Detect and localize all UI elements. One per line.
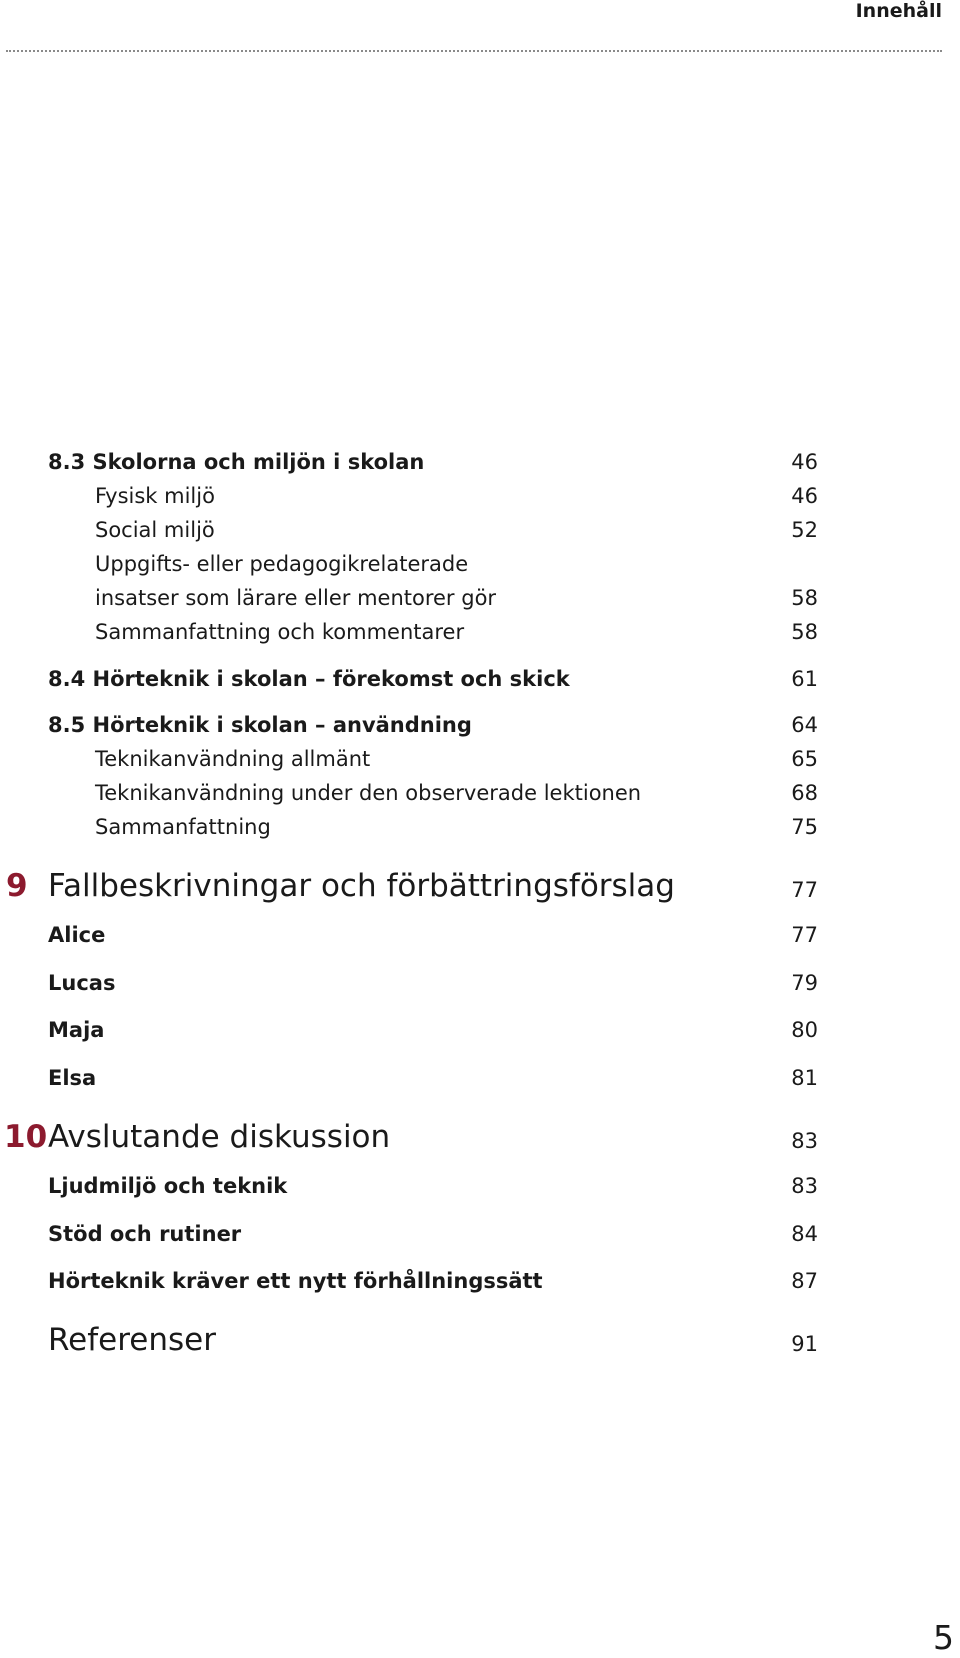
toc-entry-page: 84	[791, 1222, 818, 1246]
header-dotted-rule	[6, 50, 942, 52]
toc-entry-social-miljo[interactable]	[48, 513, 818, 547]
toc-entry-elsa[interactable]	[48, 1061, 818, 1095]
toc-chapter-label: Referenser	[48, 1322, 216, 1358]
toc-entry-ljudmiljo[interactable]	[48, 1169, 818, 1203]
toc-entry-fysisk-miljo[interactable]	[48, 479, 818, 513]
toc-entry-page: 91	[791, 1332, 818, 1356]
toc-entry-teknikanvandning-allmant[interactable]	[48, 742, 818, 776]
toc-entry-label: 8.4 Hörteknik i skolan – förekomst och skick	[48, 667, 570, 691]
toc-entry-page: 77	[791, 878, 818, 902]
toc-entry-lucas[interactable]	[48, 966, 818, 1000]
toc-chapter-10[interactable]	[48, 1120, 818, 1154]
toc-entry-label: Hörteknik kräver ett nytt förhållningssätt	[48, 1269, 543, 1293]
toc-entry-page: 87	[791, 1269, 818, 1293]
toc-entry-horteknik-forhallningssatt[interactable]	[48, 1264, 818, 1298]
toc-entry-label: insatser som lärare eller mentorer gör	[95, 586, 497, 610]
page-number: 5	[933, 1618, 954, 1657]
toc-entry-page: 81	[791, 1066, 818, 1090]
toc-entry-label: Teknikanvändning under den observerade lektionen	[95, 781, 642, 805]
toc-entry-label: Ljudmiljö och teknik	[48, 1174, 288, 1198]
chapter-number-10: 10	[4, 1119, 48, 1155]
toc-chapter-label: Fallbeskrivningar och förbättringsförslag	[48, 868, 675, 904]
toc-entry-page: 83	[791, 1129, 818, 1153]
toc-entry-label: Sammanfattning och kommentarer	[95, 620, 465, 644]
toc-entry-8-4[interactable]	[48, 662, 818, 696]
toc-entry-alice[interactable]	[48, 918, 818, 952]
toc-entry-label: Lucas	[48, 971, 116, 995]
toc-entry-page: 79	[791, 971, 818, 995]
toc-entry-label: Elsa	[48, 1066, 97, 1090]
toc-entry-label: Uppgifts- eller pedagogikrelaterade	[95, 552, 469, 576]
running-title: Innehåll	[855, 0, 942, 22]
toc-entry-8-5[interactable]	[48, 708, 818, 742]
toc-entry-page: 61	[791, 667, 818, 691]
toc-entry-page: 52	[791, 518, 818, 542]
toc-entry-label: Teknikanvändning allmänt	[95, 747, 371, 771]
toc-entry-page: 80	[791, 1018, 818, 1042]
toc-entry-label: 8.3 Skolorna och miljön i skolan	[48, 450, 425, 474]
toc-entry-label: Maja	[48, 1018, 105, 1042]
toc-entry-label: Social miljö	[95, 518, 215, 542]
toc-entry-uppgifts-line1[interactable]	[48, 547, 818, 581]
toc-entry-maja[interactable]	[48, 1013, 818, 1047]
toc-entry-8-3[interactable]	[48, 445, 818, 479]
toc-entry-label: 8.5 Hörteknik i skolan – användning	[48, 713, 472, 737]
toc-entry-sammanfattning-kommentarer[interactable]	[48, 615, 818, 649]
toc-entry-page: 65	[791, 747, 818, 771]
toc-entry-sammanfattning[interactable]	[48, 810, 818, 844]
toc-entry-uppgifts-line2[interactable]	[48, 581, 818, 615]
toc-entry-page: 68	[791, 781, 818, 805]
toc-chapter-referenser[interactable]	[48, 1323, 818, 1357]
toc-entry-teknikanvandning-lektionen[interactable]	[48, 776, 818, 810]
toc-entry-page: 58	[791, 586, 818, 610]
toc-chapter-9[interactable]	[48, 869, 818, 903]
toc-chapter-label: Avslutande diskussion	[48, 1119, 391, 1155]
toc-entry-page: 46	[791, 450, 818, 474]
chapter-number-9: 9	[6, 868, 28, 904]
toc-entry-page: 46	[791, 484, 818, 508]
toc-entry-page: 83	[791, 1174, 818, 1198]
toc-entry-stod-rutiner[interactable]	[48, 1217, 818, 1251]
toc-entry-page: 75	[791, 815, 818, 839]
toc-entry-label: Alice	[48, 923, 106, 947]
toc-entry-page: 58	[791, 620, 818, 644]
toc-entry-label: Fysisk miljö	[95, 484, 215, 508]
toc-entry-page: 77	[791, 923, 818, 947]
toc-entry-page: 64	[791, 713, 818, 737]
toc-entry-label: Stöd och rutiner	[48, 1222, 242, 1246]
toc-entry-label: Sammanfattning	[95, 815, 271, 839]
